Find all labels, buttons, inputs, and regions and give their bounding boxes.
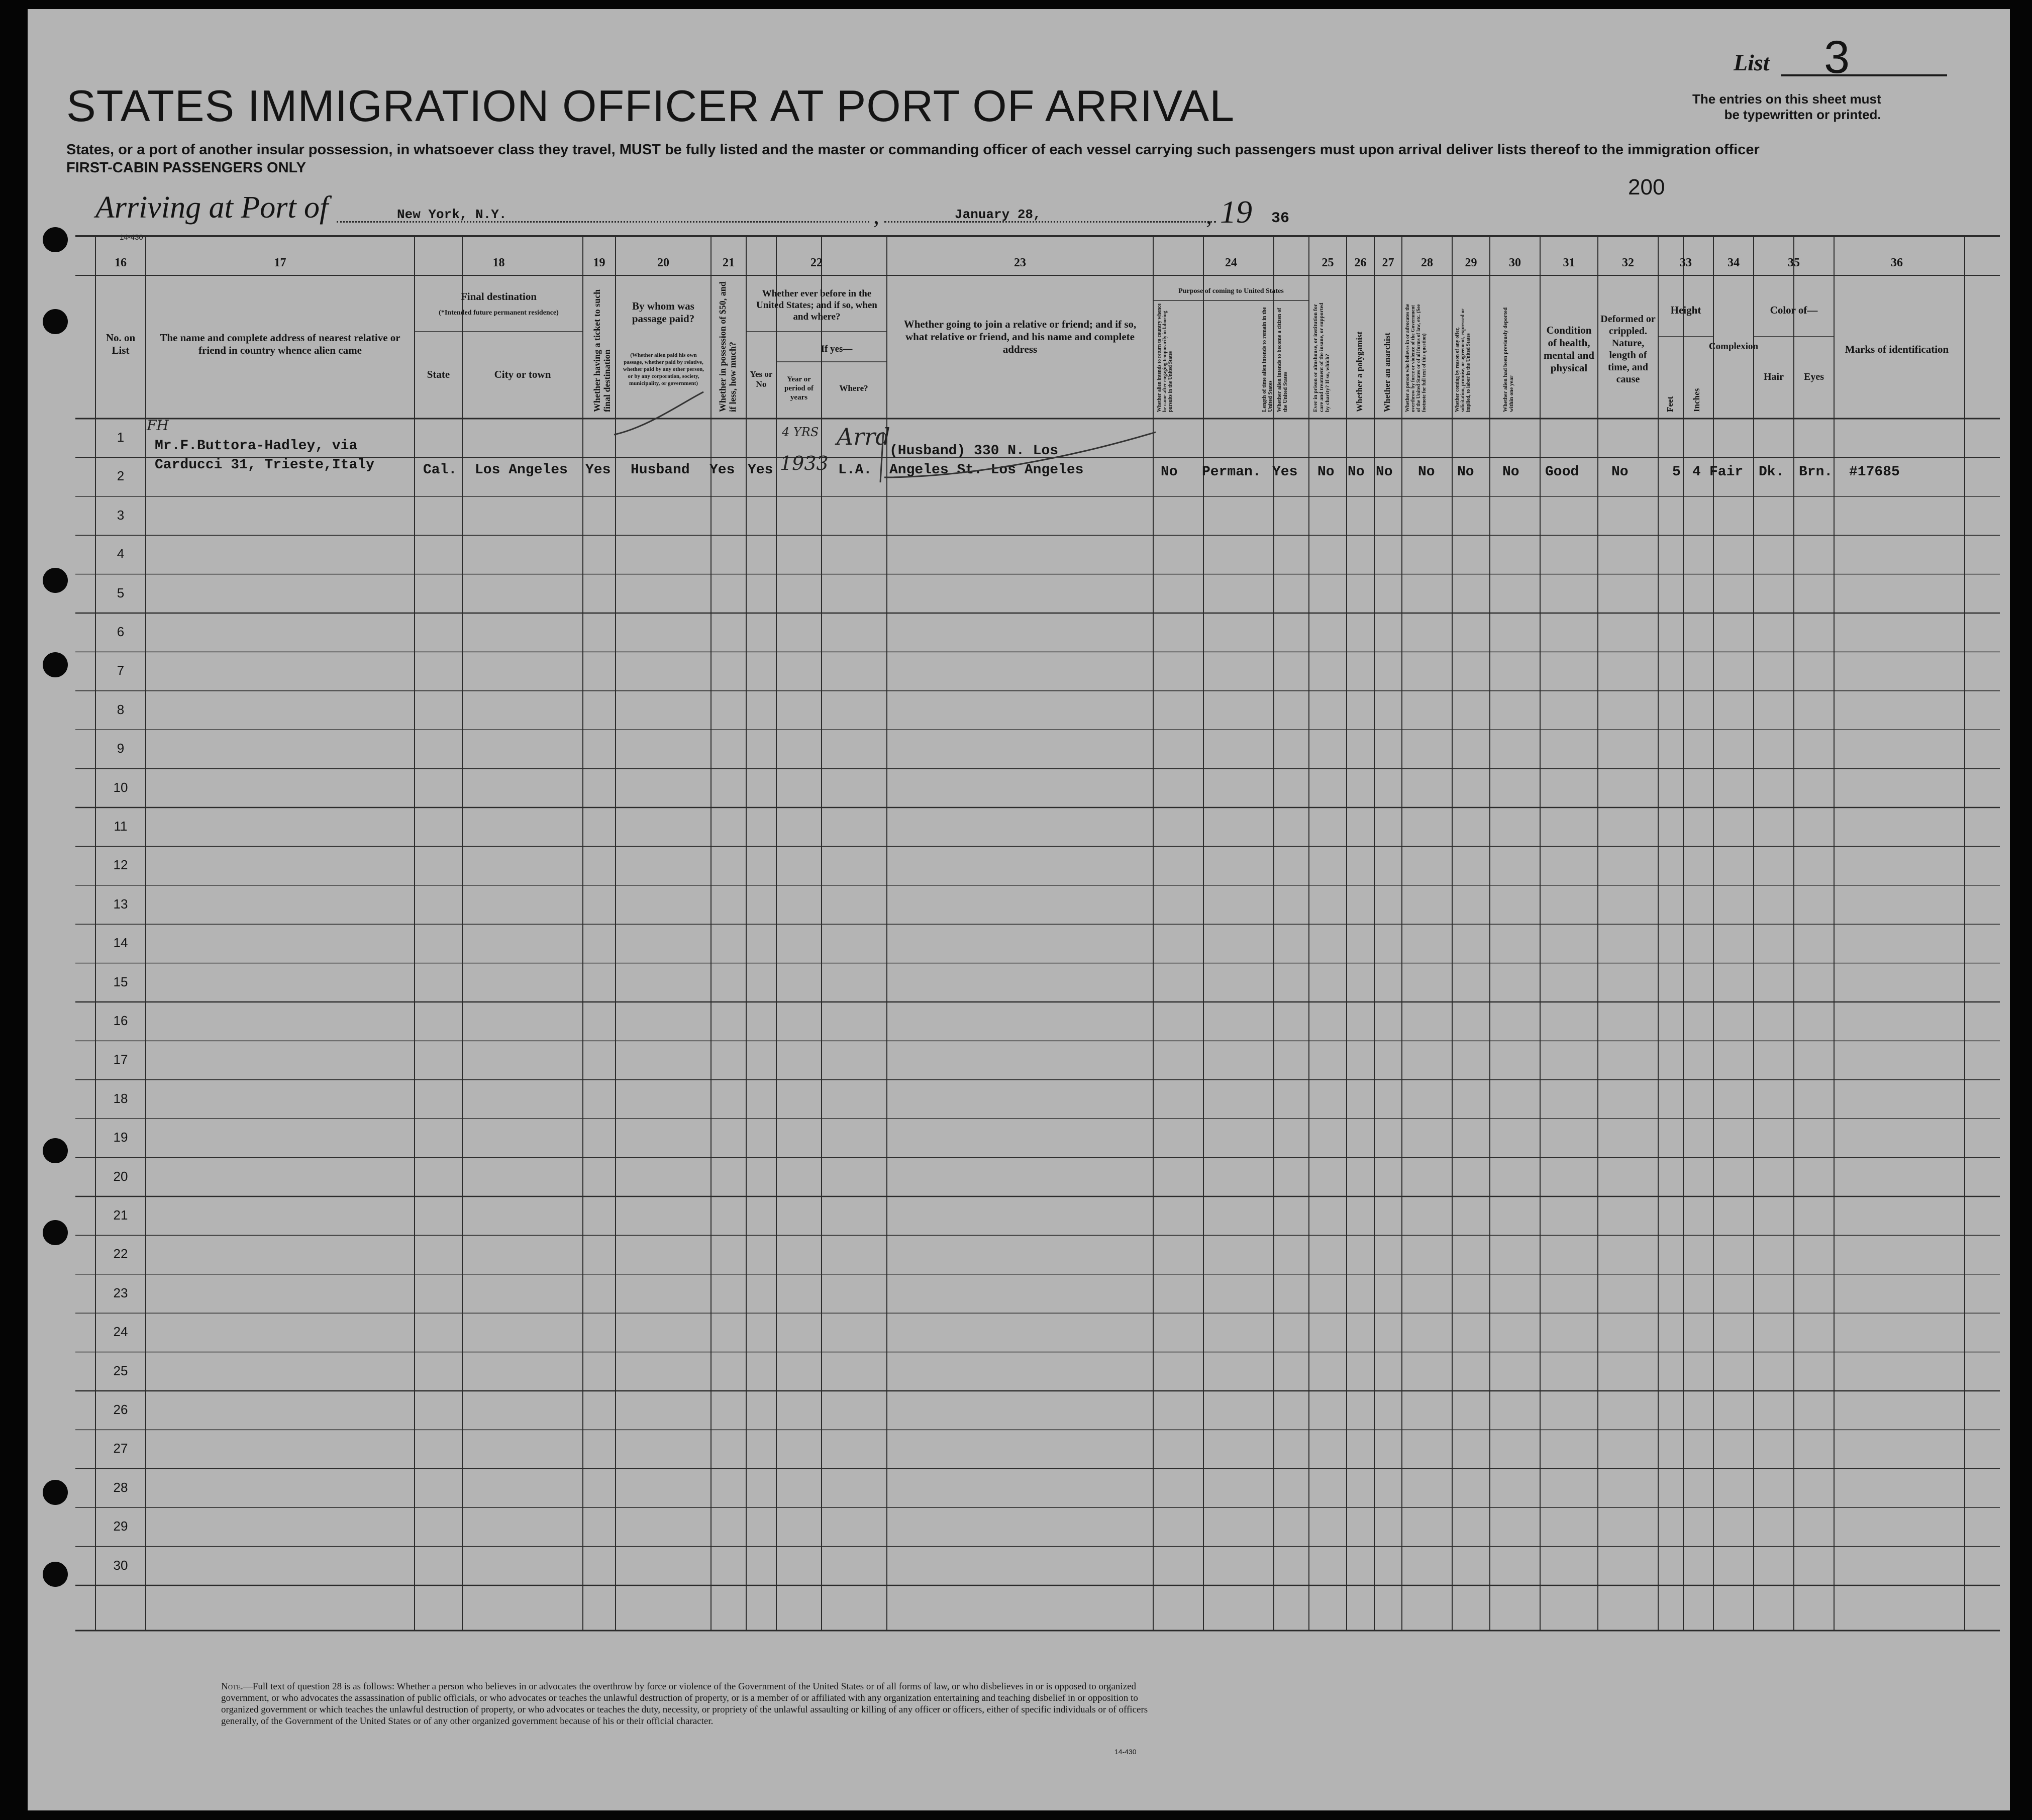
entry-passage-paid-by: Husband (631, 462, 690, 478)
row-number: 29 (113, 1519, 128, 1534)
column-number: 17 (274, 256, 286, 269)
entry-fifty-dollars: Yes (709, 462, 735, 478)
header-been-in-us: Whether ever before in the United States; and if so, when and where? (756, 288, 877, 322)
pen-stroke (884, 432, 1156, 477)
row-number: 26 (113, 1402, 128, 1417)
header-complexion: Complexion (1708, 341, 1759, 352)
entry-health: Good (1545, 464, 1579, 480)
header-marks: Marks of identification (1845, 343, 1949, 355)
entry-intends-return: No (1161, 464, 1178, 480)
relative-address-line: Carducci 31, Trieste,Italy (155, 457, 374, 473)
header-health: Condition of health, mental and physical (1544, 324, 1594, 374)
header-deformed: Deformed or crippled. Nature, length of time, and cause (1600, 314, 1656, 385)
footnote-form-code: 14-430 (1114, 1748, 1137, 1756)
column-number: 31 (1563, 256, 1575, 269)
header-hair: Hair (1764, 371, 1784, 382)
column-number: 21 (723, 256, 735, 269)
entry-deported: No (1502, 464, 1519, 480)
entry-feet: 5 (1672, 464, 1681, 480)
column-number: 24 (1225, 256, 1237, 269)
entry-join-line: Angeles St. Los Angeles (889, 462, 1084, 478)
entry-city: Los Angeles (475, 462, 568, 478)
header-fifty-dollars: Whether in possession of $50, and if less, how much? (718, 281, 738, 412)
entry-marks: #17685 (1849, 464, 1900, 480)
row-number: 8 (117, 701, 125, 717)
stamp-number: 200 (1628, 175, 1665, 199)
date-value: January 28, (955, 207, 1041, 222)
header-year: Year or period of years (784, 375, 814, 401)
header-where: Where? (839, 383, 868, 393)
column-number: 34 (1728, 256, 1740, 269)
row-number: 16 (113, 1013, 128, 1028)
header-if-yes: If yes— (821, 344, 853, 354)
row-number: 30 (113, 1557, 128, 1573)
entry-year-handwritten: 1933 (780, 452, 829, 474)
entries-instruction-line: be typewritten or printed. (1724, 107, 1881, 122)
row-number: 17 (113, 1052, 128, 1067)
entry-where-handwritten: Arrd (837, 423, 890, 450)
entries-instruction-line: The entries on this sheet must (1692, 91, 1881, 107)
pen-stroke (614, 392, 703, 435)
entry-polygamist: No (1348, 464, 1365, 480)
header-color-of: Color of— (1770, 304, 1818, 316)
row-number: 22 (113, 1246, 128, 1262)
row-number: 1 (117, 430, 125, 445)
header-yes-or-no: Yes or No (750, 369, 773, 389)
row-number: 19 (113, 1130, 128, 1145)
class-label: FIRST-CABIN PASSENGERS ONLY (66, 160, 306, 176)
footnote-text: —Full text of question 28 is as follows: Whether a person who believes in or advocates the overthrow by force or violence of the Government of the United States or of all forms of law, or who disbelieves in or is opposed to organized government, or who advocates the assassination of public officials, or who advocates or teaches the unlawful destruction of property, or is a member of or affiliated with any organization entertaining and teaching disbelief in or opposition to organized government or which teaches the unlawful destruction of property, or who advocates or teaches the duty, necessity, or propriety of the unlawful assaulting or killing of any officer or officers, either of specific individuals or of officers generally, of the Government of the United States or of any other organized government because of his or their official character. (221, 1681, 1148, 1727)
column-number: 35 (1788, 256, 1800, 269)
row-number: 6 (117, 624, 125, 639)
row-number: 3 (117, 507, 125, 523)
row-number: 21 (113, 1207, 128, 1223)
entry-ticket: Yes (585, 462, 611, 478)
column-number: 32 (1622, 256, 1634, 269)
entry-hair: Dk. (1759, 464, 1784, 480)
column-number: 28 (1421, 256, 1433, 269)
entry-eyes: Brn. (1799, 464, 1833, 480)
header-anarchist: Whether an anarchist (1382, 332, 1392, 412)
form-code: 14-430 (120, 233, 143, 242)
header-deported: Whether alien had been previously deported within one year (1502, 307, 1514, 412)
entry-labor-offer: No (1457, 464, 1474, 480)
entry-become-citizen: Yes (1272, 464, 1298, 480)
row-number: 23 (113, 1285, 128, 1300)
row-number: 4 (117, 546, 125, 562)
intro-text: States, or a port of another insular possession, in whatsoever class they travel, MUST be fully listed and the master or commanding officer of each vessel carrying such passengers must upon arrival deliver lists thereof to the immigration officer (66, 142, 1760, 158)
pen-stroke (880, 432, 883, 482)
header-passage-paid: By whom was passage paid? (632, 300, 695, 325)
column-number: 27 (1382, 256, 1394, 269)
relative-address-line: Mr.F.Buttora-Hadley, via (155, 438, 358, 454)
column-number: 22 (810, 256, 823, 269)
document-title: STATES IMMIGRATION OFFICER AT PORT OF ARRIVAL (66, 81, 1235, 131)
list-label: List (1734, 50, 1770, 75)
row-number: 9 (117, 741, 125, 756)
header-city-or-town: City or town (494, 368, 551, 380)
arriving-label: Arriving at Port of (95, 190, 329, 225)
header-labor-offer: Whether coming by reason of any offer, solicitation, promise, or agreement, expressed or implied, to labor in the United States (1455, 309, 1471, 412)
handwritten-annotation: FH (147, 417, 169, 434)
entry-been-in-us: Yes (748, 462, 773, 478)
row-number: 25 (113, 1363, 128, 1378)
row-number: 14 (113, 935, 128, 951)
column-number: 20 (657, 256, 669, 269)
entry-join-line: (Husband) 330 N. Los (889, 443, 1059, 459)
row-number: 5 (117, 585, 125, 600)
year-suffix: 36 (1271, 210, 1290, 227)
header-nearest-relative: The name and complete address of nearest relative or friend in country whence alien came (160, 332, 400, 356)
entry-deformed: No (1611, 464, 1629, 480)
header-passage-paid-note: (Whether alien paid his own passage, whether paid by relative, whether paid by any other person, or by any corporation, society, municipality, or government) (623, 352, 704, 386)
header-inches: Inches (1692, 388, 1701, 412)
entry-where: L.A. (838, 462, 872, 478)
footnote-lead: Note. (221, 1681, 243, 1692)
header-prison: Ever in prison or almshouse, or institution for care and treatment of the insane, or supported by charity? If so, which? (1312, 302, 1331, 412)
row-number: 10 (113, 779, 128, 795)
row-number: 7 (117, 663, 125, 678)
list-number: 3 (1824, 32, 1850, 83)
entry-state: Cal. (423, 462, 457, 478)
entry-length-of-stay: Perman. (1202, 464, 1261, 480)
comma: , (873, 203, 879, 229)
header-join-relative: Whether going to join a relative or friend; and if so, what relative or friend, and his name and complete address (903, 318, 1137, 355)
column-number: 29 (1465, 256, 1477, 269)
column-number: 19 (593, 256, 605, 269)
column-number: 16 (115, 256, 127, 269)
year-prefix: 19 (1220, 194, 1252, 230)
column-number: 25 (1322, 256, 1334, 269)
header-polygamist: Whether a polygamist (1355, 331, 1364, 412)
entry-overthrow: No (1418, 464, 1435, 480)
header-final-destination: Final destination (460, 290, 537, 302)
entry-prison: No (1317, 464, 1335, 480)
footnote (221, 1681, 1176, 1727)
header-length-of-stay: Length of time alien intends to remain in the United States (1261, 307, 1273, 412)
port-value: New York, N.Y. (397, 207, 507, 222)
row-number: 28 (113, 1479, 128, 1495)
comma: , (1206, 203, 1212, 229)
column-number: 18 (492, 256, 505, 269)
entry-anarchist: No (1376, 464, 1393, 480)
column-number: 30 (1509, 256, 1521, 269)
header-no-on-list: No. on List (106, 332, 136, 356)
row-number: 24 (113, 1324, 128, 1340)
header-final-destination-note: (*Intended future permanent residence) (439, 309, 559, 317)
column-number: 33 (1680, 256, 1692, 269)
row-number: 27 (113, 1441, 128, 1456)
row-number: 11 (114, 819, 128, 834)
column-number: 26 (1354, 256, 1367, 269)
row-number: 13 (113, 896, 128, 912)
row-number: 12 (113, 857, 128, 873)
entry-years-handwritten: 4 YRS (782, 425, 819, 439)
row-number: 18 (113, 1090, 128, 1106)
header-purpose: Purpose of coming to United States (1178, 287, 1284, 295)
column-number: 23 (1014, 256, 1026, 269)
header-feet: Feet (1665, 396, 1675, 412)
header-overthrow: Whether a person who believes in or advocates the overthrow by force or violence of the Government of the United States or of all forms of law, etc. (See footnote for full text of this question) (1405, 304, 1427, 412)
header-height: Height (1670, 304, 1701, 316)
entry-inches: 4 (1692, 464, 1701, 480)
column-number: 36 (1891, 256, 1903, 269)
header-state: State (427, 368, 450, 380)
header-eyes: Eyes (1804, 371, 1824, 382)
row-number: 20 (113, 1168, 128, 1184)
entry-complexion: Fair (1709, 464, 1744, 480)
header-intends-return: Whether alien intends to return to country whence he came after engaging temporarily in laboring pursuits in the United States (1157, 303, 1173, 412)
row-number: 15 (113, 974, 128, 989)
header-ticket: Whether having a ticket to such final destination (592, 289, 612, 412)
row-number: 2 (117, 468, 125, 484)
header-become-citizen: Whether alien intends to become a citizen of the United States (1276, 308, 1288, 412)
